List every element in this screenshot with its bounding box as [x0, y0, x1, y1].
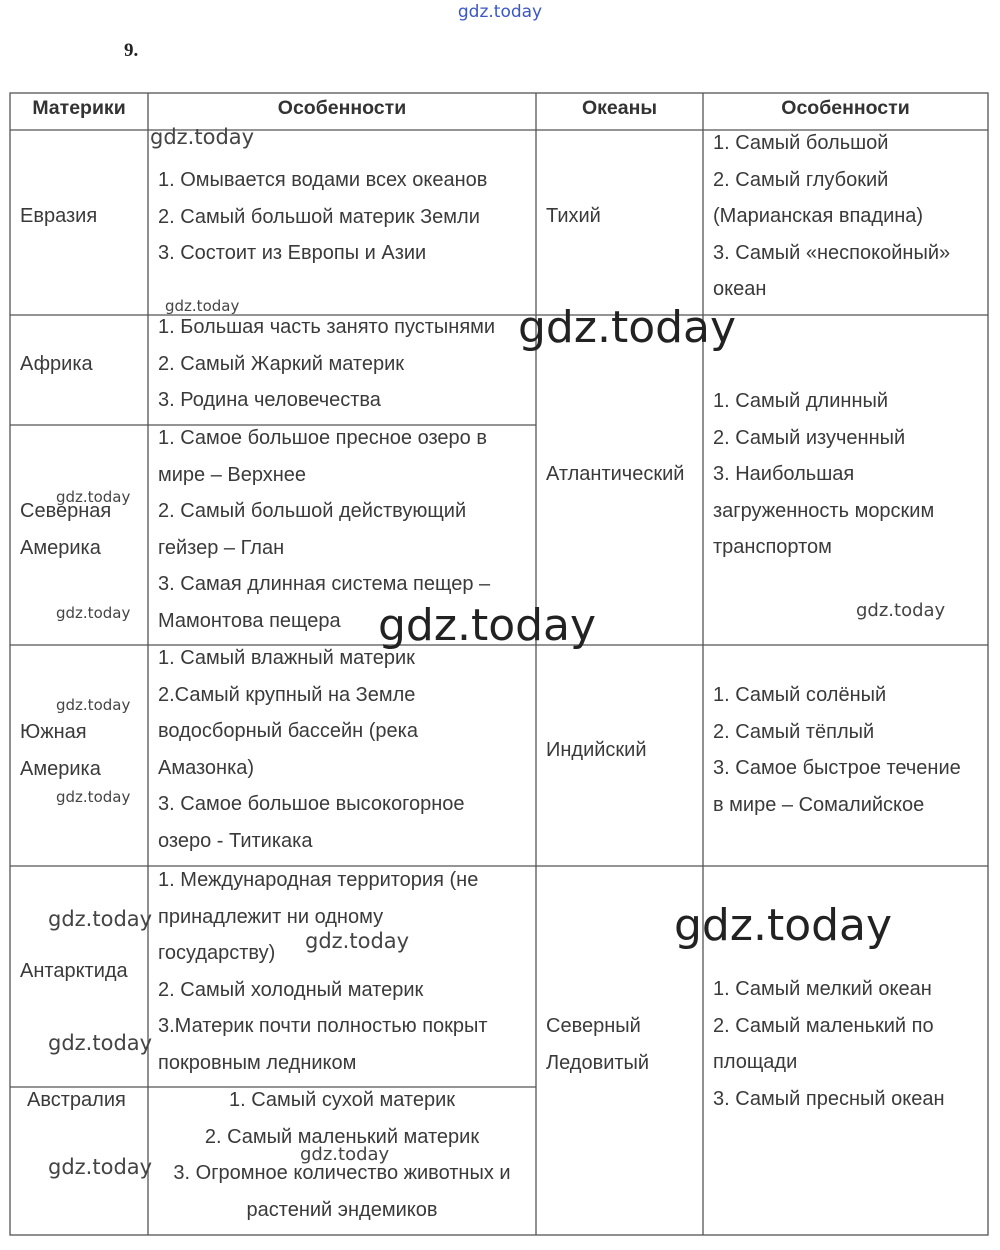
watermark: gdz.today — [305, 929, 410, 953]
watermark: gdz.today — [56, 488, 131, 506]
ocean-features: 1. Самый длинный 2. Самый изученный 3. Наибольшая загруженность морским транспортом — [713, 390, 935, 559]
ocean-name: Тихий — [546, 205, 601, 227]
ocean-features: 1. Самый солёный 2. Самый тёплый 3. Самое быстрое течение в мире – Сомалийское — [713, 684, 961, 816]
watermark: gdz.today — [48, 1031, 153, 1055]
ocean-name: Атлантический — [546, 463, 685, 485]
watermark: gdz.today — [674, 900, 893, 951]
ocean-name: Индийский — [546, 739, 647, 761]
watermark: gdz.today — [856, 600, 946, 621]
continent-features: 1. Самое большое пресное озеро в мире – Верхнее 2. Самый большой действующий гейзер – Глан 3. Самая длинная система пещер – Мамонтова пещера — [158, 427, 491, 632]
watermark: gdz.today — [48, 907, 153, 931]
header-ocean-features: Особенности — [781, 97, 910, 119]
continent-features: 1. Самый влажный материк 2.Самый крупный на Земле водосборный бассейн (река Амазонка) 3. Самое большое высокогорное озеро - Титикака — [158, 647, 465, 852]
watermark: gdz.today — [56, 604, 131, 622]
watermark: gdz.today — [300, 1144, 390, 1165]
header-oceans: Океаны — [581, 97, 658, 119]
ocean-features: 1. Самый мелкий океан 2. Самый маленький по площади 3. Самый пресный океан — [713, 978, 945, 1110]
continent-name: Южная Америка — [20, 721, 101, 780]
header-continent-features: Особенности — [277, 97, 407, 119]
watermark: gdz.today — [518, 302, 737, 353]
ocean-features: 1. Самый большой 2. Самый глубокий (Марианская впадина) 3. Самый «неспокойный» океан — [713, 132, 951, 301]
watermark: gdz.today — [56, 788, 131, 806]
watermark: gdz.today — [56, 696, 131, 714]
continent-name: Антарктида — [20, 960, 128, 982]
continent-name: Африка — [20, 353, 93, 375]
continent-name: Евразия — [20, 205, 98, 227]
watermark-top: gdz.today — [457, 2, 543, 22]
continent-name: Северная Америка — [20, 500, 112, 559]
continent-features: 1. Самый сухой материк 2. Самый маленький материк 3. Огромное количество животных и растений эндемиков — [173, 1089, 511, 1221]
watermark: gdz.today — [150, 125, 255, 149]
watermark: gdz.today — [165, 297, 240, 315]
continent-features: 1. Международная территория (не принадлежит ни одному государству) 2. Самый холодный материк 3.Материк почти полностью покрыт покровным ледником — [158, 869, 488, 1074]
continent-features: 1. Большая часть занято пустынями 2. Самый Жаркий материк 3. Родина человечества — [158, 316, 496, 412]
ocean-name: Северный Ледовитый — [546, 1015, 650, 1074]
watermark: gdz.today — [378, 600, 597, 651]
continent-features: 1. Омывается водами всех океанов 2. Самый большой материк Земли 3. Состоит из Европы и Азии — [158, 169, 488, 265]
continent-name: Австралия — [27, 1089, 126, 1111]
header-continents: Материки — [32, 97, 126, 119]
watermark: gdz.today — [48, 1155, 153, 1179]
task-number: 9. — [124, 40, 139, 61]
